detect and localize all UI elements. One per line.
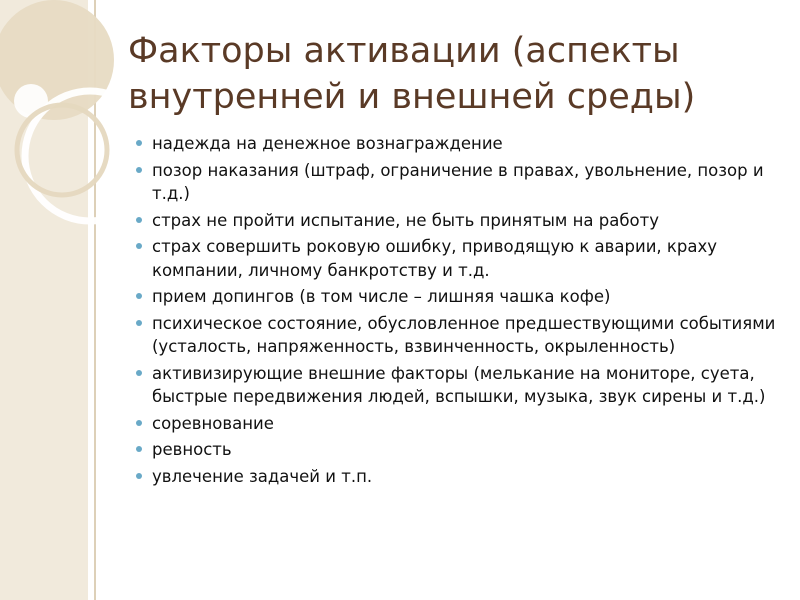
slide-title [128,28,778,120]
slide-title-line-2: внутренней и внешней среды) [128,77,696,117]
slide-title-line-1: Факторы активации (аспекты [128,31,680,71]
slide-content [128,28,778,588]
bullet-item-5: прием допингов (в том числе – лишняя чашка кофе) [128,285,778,309]
bullet-item-7: активизирующие внешние факторы (мелькание на мониторе, суета, быстрые передвижения людей, вспышки, музыка, звук сирены и т.д.) [128,362,778,409]
bullet-item-2: позор наказания (штраф, ограничение в правах, увольнение, позор и т.д.) [128,159,778,206]
bullet-item-8: соревнование [128,412,778,436]
bullet-item-6: психическое состояние, обусловленное предшествующими событиями (усталость, напряженность, взвинченность, окрыленность) [128,312,778,359]
bullet-item-4: страх совершить роковую ошибку, приводящую к аварии, краху компании, личному банкротству и т.д. [128,235,778,282]
bullet-list [128,132,778,488]
bullet-item-1: надежда на денежное вознаграждение [128,132,778,156]
bullet-item-10: увлечение задачей и т.п. [128,465,778,489]
bullet-item-9: ревность [128,438,778,462]
bullet-item-3: страх не пройти испытание, не быть принятым на работу [128,209,778,233]
